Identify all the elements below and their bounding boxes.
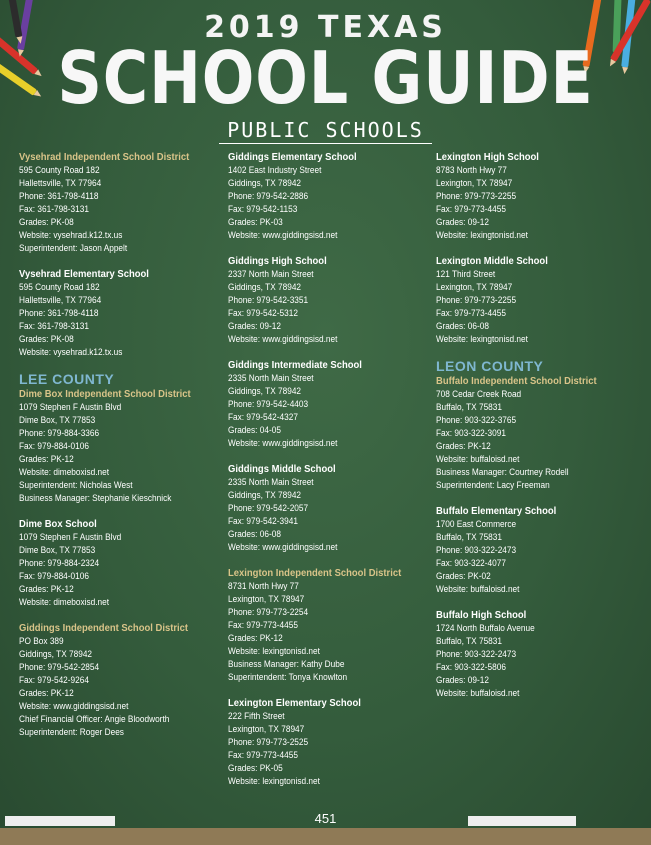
detail-line: Dime Box, TX 77853 (19, 545, 96, 555)
detail-line: Phone: 979-884-2324 (19, 558, 100, 568)
detail-line: Business Manager: Stephanie Kieschnick (19, 493, 172, 503)
website-text: Website: lexingtonisd.net (436, 334, 528, 344)
detail-line: Phone: 903-322-2473 (436, 649, 517, 659)
directory-column-3 (436, 150, 644, 712)
page-number: 451 (314, 811, 337, 826)
detail-line: Giddings, TX 78942 (228, 178, 302, 188)
detail-line: 2337 North Main Street (228, 269, 314, 279)
detail-line: Fax: 979-542-4327 (228, 412, 298, 422)
school-name: Dime Box School (19, 518, 97, 530)
section-subtitle: PUBLIC SCHOOLS (0, 118, 651, 144)
detail-line: Fax: 361-798-3131 (19, 204, 89, 214)
detail-line: Chief Financial Officer: Angie Bloodworth (19, 714, 170, 724)
website-text: Website: www.giddingsisd.net (228, 334, 338, 344)
detail-line: Fax: 361-798-3131 (19, 321, 89, 331)
website-text: Website: buffaloisd.net (436, 584, 520, 594)
guide-year: 2019 TEXAS (204, 10, 447, 45)
detail-line: Buffalo, TX 75831 (436, 402, 502, 412)
detail-line: Phone: 979-542-2057 (228, 503, 309, 513)
detail-line: 1700 East Commerce (436, 519, 517, 529)
detail-line: Fax: 979-773-4455 (436, 308, 506, 318)
detail-line: Grades: 09-12 (228, 321, 281, 331)
detail-line: Lexington, TX 78947 (436, 178, 513, 188)
detail-line: Grades: 09-12 (436, 675, 489, 685)
detail-line: 595 County Road 182 (19, 282, 100, 292)
detail-line: Grades: PK-08 (19, 334, 74, 344)
detail-line: 1079 Stephen F Austin Blvd (19, 532, 122, 542)
detail-line: Grades: 06-08 (436, 321, 489, 331)
school-name: Giddings Middle School (228, 463, 336, 475)
detail-line: Fax: 979-542-1153 (228, 204, 298, 214)
detail-line: Fax: 979-542-5312 (228, 308, 298, 318)
detail-line: Grades: 06-08 (228, 529, 281, 539)
detail-line: Fax: 979-773-4455 (228, 620, 298, 630)
school-name: Giddings Intermediate School (228, 359, 362, 371)
detail-line: Phone: 979-542-4403 (228, 399, 309, 409)
website-text: Website: dimeboxisd.net (19, 467, 110, 477)
detail-line: Grades: PK-02 (436, 571, 491, 581)
detail-line: Dime Box, TX 77853 (19, 415, 96, 425)
detail-line: 708 Cedar Creek Road (436, 389, 522, 399)
page-title: SCHOOL GUIDE (57, 36, 594, 120)
school-name: Buffalo Elementary School (436, 505, 557, 517)
school-name: Lexington Middle School (436, 255, 548, 267)
detail-line: Fax: 979-773-4455 (436, 204, 506, 214)
detail-line: Grades: 04-05 (228, 425, 281, 435)
district-name: Giddings Independent School District (19, 622, 189, 634)
school-entry (436, 608, 644, 700)
website-text: Website: buffaloisd.net (436, 454, 520, 464)
school-entry (436, 254, 644, 346)
detail-line: 595 County Road 182 (19, 165, 100, 175)
detail-line: Phone: 903-322-3765 (436, 415, 517, 425)
detail-line: Fax: 979-542-9264 (19, 675, 89, 685)
website-text: Website: lexingtonisd.net (228, 776, 320, 786)
district-name: Buffalo Independent School District (436, 375, 597, 387)
website-text: Website: lexingtonisd.net (436, 230, 528, 240)
detail-line: 222 Fifth Street (228, 711, 285, 721)
county-heading: LEE COUNTY (19, 371, 115, 387)
school-entry (228, 358, 436, 450)
detail-line: Giddings, TX 78942 (228, 386, 302, 396)
website-text: Website: www.giddingsisd.net (19, 701, 129, 711)
school-entry (228, 254, 436, 346)
detail-line: Fax: 979-542-3941 (228, 516, 298, 526)
detail-line: 1724 North Buffalo Avenue (436, 623, 535, 633)
detail-line: Phone: 979-773-2255 (436, 295, 517, 305)
detail-line: Buffalo, TX 75831 (436, 636, 502, 646)
detail-line: Phone: 979-542-3351 (228, 295, 309, 305)
detail-line: Grades: PK-12 (228, 633, 283, 643)
detail-line: Grades: PK-12 (436, 441, 491, 451)
detail-line: Lexington, TX 78947 (228, 594, 305, 604)
website-text: Website: vysehrad.k12.tx.us (19, 347, 123, 357)
school-name: Buffalo High School (436, 609, 527, 621)
detail-line: 1079 Stephen F Austin Blvd (19, 402, 122, 412)
school-entry (228, 150, 436, 242)
school-entry (436, 358, 644, 492)
detail-line: Giddings, TX 78942 (228, 282, 302, 292)
school-name: Lexington High School (436, 151, 539, 163)
detail-line: Lexington, TX 78947 (436, 282, 513, 292)
detail-line: Superintendent: Tonya Knowlton (228, 672, 348, 682)
school-entry (19, 150, 227, 255)
school-entry (228, 462, 436, 554)
detail-line: Lexington, TX 78947 (228, 724, 305, 734)
detail-line: Grades: PK-03 (228, 217, 283, 227)
detail-line: Giddings, TX 78942 (228, 490, 302, 500)
website-text: Website: buffaloisd.net (436, 688, 520, 698)
school-entry (436, 150, 644, 242)
detail-line: Fax: 903-322-5806 (436, 662, 506, 672)
detail-line: Phone: 361-798-4118 (19, 308, 99, 318)
detail-line: Grades: PK-12 (19, 584, 74, 594)
detail-line: Phone: 979-884-3366 (19, 428, 100, 438)
detail-line: Superintendent: Nicholas West (19, 480, 133, 490)
detail-line: 8731 North Hwy 77 (228, 581, 299, 591)
website-text: Website: vysehrad.k12.tx.us (19, 230, 123, 240)
detail-line: Superintendent: Jason Appelt (19, 243, 128, 253)
website-text: Website: lexingtonisd.net (228, 646, 320, 656)
school-entry (19, 371, 227, 505)
school-entry (19, 517, 227, 609)
detail-line: Fax: 979-884-0106 (19, 571, 89, 581)
detail-line: 8783 North Hwy 77 (436, 165, 507, 175)
detail-line: Phone: 979-542-2854 (19, 662, 100, 672)
school-entry (19, 267, 227, 359)
website-text: Website: www.giddingsisd.net (228, 230, 338, 240)
detail-line: Fax: 979-884-0106 (19, 441, 89, 451)
detail-line: Hallettsville, TX 77964 (19, 178, 102, 188)
detail-line: Phone: 361-798-4118 (19, 191, 99, 201)
school-name: Giddings High School (228, 255, 327, 267)
detail-line: Giddings, TX 78942 (19, 649, 93, 659)
detail-line: Superintendent: Roger Dees (19, 727, 124, 737)
detail-line: Buffalo, TX 75831 (436, 532, 502, 542)
directory-column-1 (19, 150, 227, 751)
detail-line: Grades: 09-12 (436, 217, 489, 227)
school-name: Giddings Elementary School (228, 151, 357, 163)
chalk-tray (0, 828, 651, 845)
school-entry (436, 504, 644, 596)
detail-line: Business Manager: Kathy Dube (228, 659, 345, 669)
detail-line: 2335 North Main Street (228, 477, 314, 487)
detail-line: Fax: 903-322-4077 (436, 558, 506, 568)
detail-line: Business Manager: Courtney Rodell (436, 467, 569, 477)
district-name: Vysehrad Independent School District (19, 151, 190, 163)
directory-column-2 (228, 150, 436, 800)
detail-line: Phone: 979-773-2254 (228, 607, 309, 617)
district-name: Lexington Independent School District (228, 567, 402, 579)
detail-line: Fax: 903-322-3091 (436, 428, 506, 438)
school-entry (228, 566, 436, 684)
school-name: Vysehrad Elementary School (19, 268, 149, 280)
page-header (0, 0, 651, 150)
detail-line: Fax: 979-773-4455 (228, 750, 298, 760)
school-entry (228, 696, 436, 788)
district-name: Dime Box Independent School District (19, 388, 191, 400)
detail-line: 121 Third Street (436, 269, 496, 279)
detail-line: Hallettsville, TX 77964 (19, 295, 102, 305)
school-entry (19, 621, 227, 739)
detail-line: PO Box 389 (19, 636, 64, 646)
website-text: Website: www.giddingsisd.net (228, 438, 338, 448)
detail-line: Grades: PK-12 (19, 454, 74, 464)
detail-line: Phone: 979-542-2886 (228, 191, 309, 201)
detail-line: Grades: PK-08 (19, 217, 74, 227)
website-text: Website: www.giddingsisd.net (228, 542, 338, 552)
county-heading: LEON COUNTY (436, 358, 544, 374)
detail-line: Grades: PK-05 (228, 763, 283, 773)
website-text: Website: dimeboxisd.net (19, 597, 110, 607)
detail-line: Phone: 903-322-2473 (436, 545, 517, 555)
detail-line: 1402 East Industry Street (228, 165, 322, 175)
detail-line: Phone: 979-773-2525 (228, 737, 309, 747)
school-name: Lexington Elementary School (228, 697, 361, 709)
detail-line: Phone: 979-773-2255 (436, 191, 517, 201)
detail-line: Superintendent: Lacy Freeman (436, 480, 550, 490)
detail-line: Grades: PK-12 (19, 688, 74, 698)
detail-line: 2335 North Main Street (228, 373, 314, 383)
